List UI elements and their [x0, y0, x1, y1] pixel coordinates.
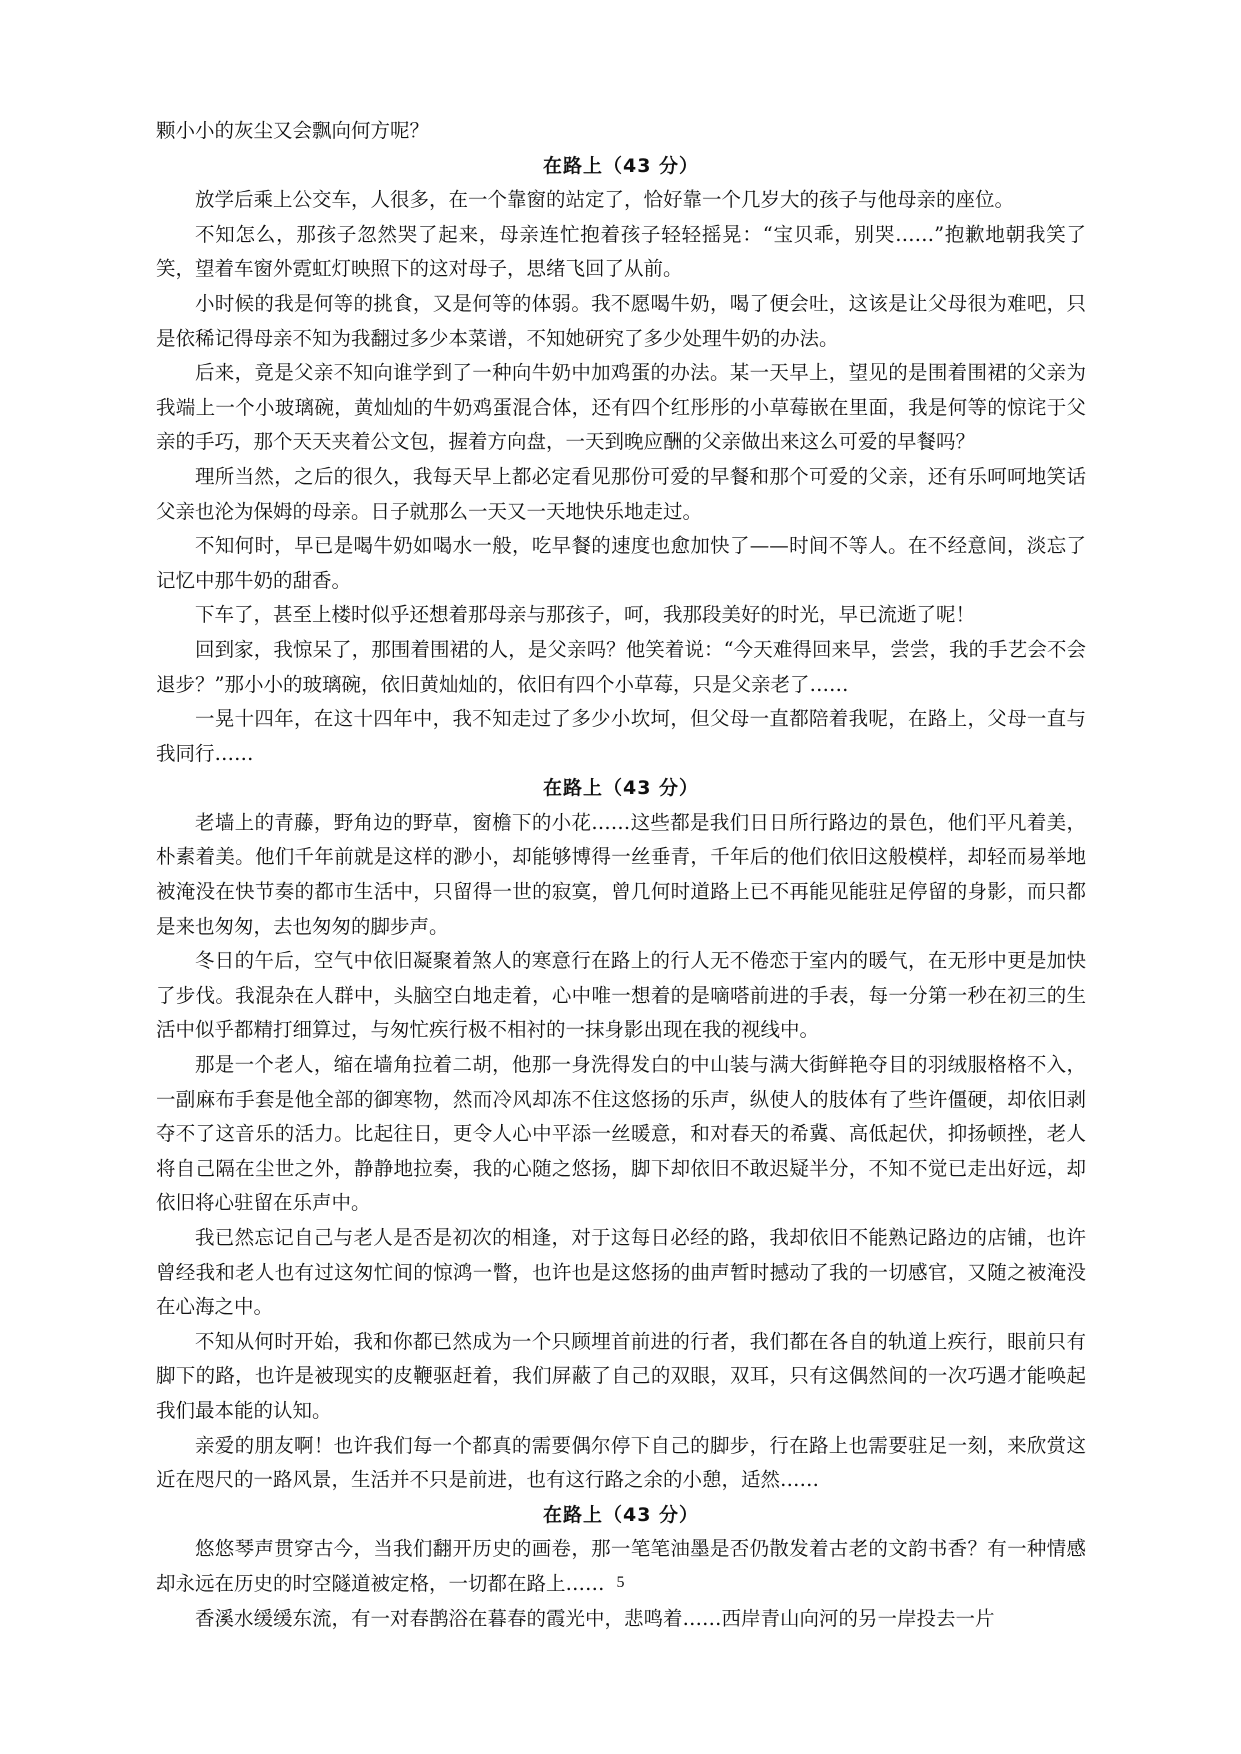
- essay-title: 在路上（43 分）: [542, 777, 700, 800]
- paragraph: 亲爱的朋友啊！也许我们每一个都真的需要偶尔停下自己的脚步，行在路上也需要驻足一刻，来欣赏这近在咫尺的一路风景，生活并不只是前进，也有这行路之余的小憩，适然……: [156, 1433, 1086, 1492]
- paragraph: 理所当然，之后的很久，我每天早上都必定看见那份可爱的早餐和那个可爱的父亲，还有乐呵呵地笑话父亲也沦为保姆的母亲。日子就那么一天又一天地快乐地走过。: [156, 464, 1086, 523]
- paragraph: 悠悠琴声贯穿古今，当我们翻开历史的画卷，那一笔笔油墨是否仍散发着古老的文韵书香？有一种情感却永远在历史的时空隧道被定格，一切都在路上……: [156, 1537, 1086, 1595]
- paragraph: 小时候的我是何等的挑食，又是何等的体弱。我不愿喝牛奶，喝了便会吐，这该是让父母很为难吧，只是依稀记得母亲不知为我翻过多少本菜谱，不知她研究了多少处理牛奶的办法。: [156, 291, 1086, 350]
- essay-title: 在路上（43 分）: [542, 154, 700, 177]
- paragraph: 下车了，甚至上楼时似乎还想着那母亲与那孩子，呵，我那段美好的时光，早已流逝了呢！: [195, 603, 976, 627]
- paragraph: 不知从何时开始，我和你都已然成为一个只顾埋首前进的行者，我们都在各自的轨道上疾行，眼前只有脚下的路，也许是被现实的皮鞭驱赶着，我们屏蔽了自己的双眼，双耳，只有这偶然间的一次巧遇才能唤起我们最本能的认知。: [156, 1329, 1086, 1422]
- page-number: 5: [616, 1574, 625, 1591]
- essay-title: 在路上（43 分）: [542, 1503, 700, 1526]
- essay-3: [156, 1498, 1086, 1636]
- paragraph: 冬日的午后，空气中依旧凝聚着煞人的寒意行在路上的行人无不倦恋于室内的暖气，在无形中更是加快了步伐。我混杂在人群中，头脑空白地走着，心中唯一想着的是嘀嗒前进的手表，每一分第一秒在初三的生活中似乎都精打细算过，与匆忙疾行极不相衬的一抹身影出现在我的视线中。: [156, 949, 1086, 1042]
- paragraph: 老墙上的青藤，野角边的野草，窗檐下的小花……这些都是我们日日所行路边的景色，他们平凡着美，朴素着美。他们千年前就是这样的渺小，却能够博得一丝垂青，千年后的他们依旧这般模样，却轻而易举地被淹没在快节奏的都市生活中，只留得一世的寂寞，曾几何时道路上已不再能见能驻足停留的身影，而只都是来也匆匆，去也匆匆的脚步声。: [156, 810, 1086, 938]
- essay-1: [156, 149, 1086, 772]
- lead-fragment: 颗小小的灰尘又会飘向何方呢？: [156, 119, 430, 142]
- paragraph: 我已然忘记自己与老人是否是初次的相逢，对于这每日必经的路，我却依旧不能熟记路边的店铺，也许曾经我和老人也有过这匆忙间的惊鸿一瞥，也许也是这悠扬的曲声暂时撼动了我的一切感官，又随之被淹没在心海之中。: [156, 1226, 1086, 1319]
- paragraph: 回到家，我惊呆了，那围着围裙的人，是父亲吗？他笑着说：“今天难得回来早，尝尝，我的手艺会不会退步？”那小小的玻璃碗，依旧黄灿灿的，依旧有四个小草莓，只是父亲老了……: [156, 637, 1086, 696]
- document-page: [156, 114, 1086, 1636]
- paragraph: 一晃十四年，在这十四年中，我不知走过了多少小坎坷，但父母一直都陪着我呢，在路上，父母一直与我同行……: [156, 707, 1086, 765]
- paragraph: 不知怎么，那孩子忽然哭了起来，母亲连忙抱着孩子轻轻摇晃：“宝贝乖，别哭……”抱歉地朝我笑了笑，望着车窗外霓虹灯映照下的这对母子，思绪飞回了从前。: [156, 222, 1086, 281]
- paragraph: 放学后乘上公交车，人很多，在一个靠窗的站定了，恰好靠一个几岁大的孩子与他母亲的座位。: [195, 188, 1015, 212]
- paragraph: 那是一个老人，缩在墙角拉着二胡，他那一身洗得发白的中山装与满大街鲜艳夺目的羽绒服格格不入，一副麻布手套是他全部的御寒物，然而冷风却冻不住这悠扬的乐声，纵使人的肢体有了些许僵硬，却依旧剥夺不了这音乐的活力。比起往日，更令人心中平添一丝暖意，和对春天的希冀、高低起伏，抑扬顿挫，老人将自己隔在尘世之外，静静地拉奏，我的心随之悠扬，脚下却依旧不敢迟疑半分，不知不觉已走出好远，却依旧将心驻留在乐声中。: [156, 1053, 1086, 1215]
- paragraph: 香溪水缓缓东流，有一对春鹊浴在暮春的霞光中，悲鸣着……西岸青山向河的另一岸投去一片: [195, 1606, 995, 1630]
- essay-2: [156, 771, 1086, 1497]
- paragraph: 后来，竟是父亲不知向谁学到了一种向牛奶中加鸡蛋的办法。某一天早上，望见的是围着围裙的父亲为我端上一个小玻璃碗，黄灿灿的牛奶鸡蛋混合体，还有四个红彤彤的小草莓嵌在里面，我是何等的惊诧于父亲的手巧，那个天天夹着公文包，握着方向盘，一天到晚应酬的父亲做出来这么可爱的早餐吗？: [156, 361, 1086, 454]
- paragraph: 不知何时，早已是喝牛奶如喝水一般，吃早餐的速度也愈加快了——时间不等人。在不经意间，淡忘了记忆中那牛奶的甜香。: [156, 534, 1086, 592]
